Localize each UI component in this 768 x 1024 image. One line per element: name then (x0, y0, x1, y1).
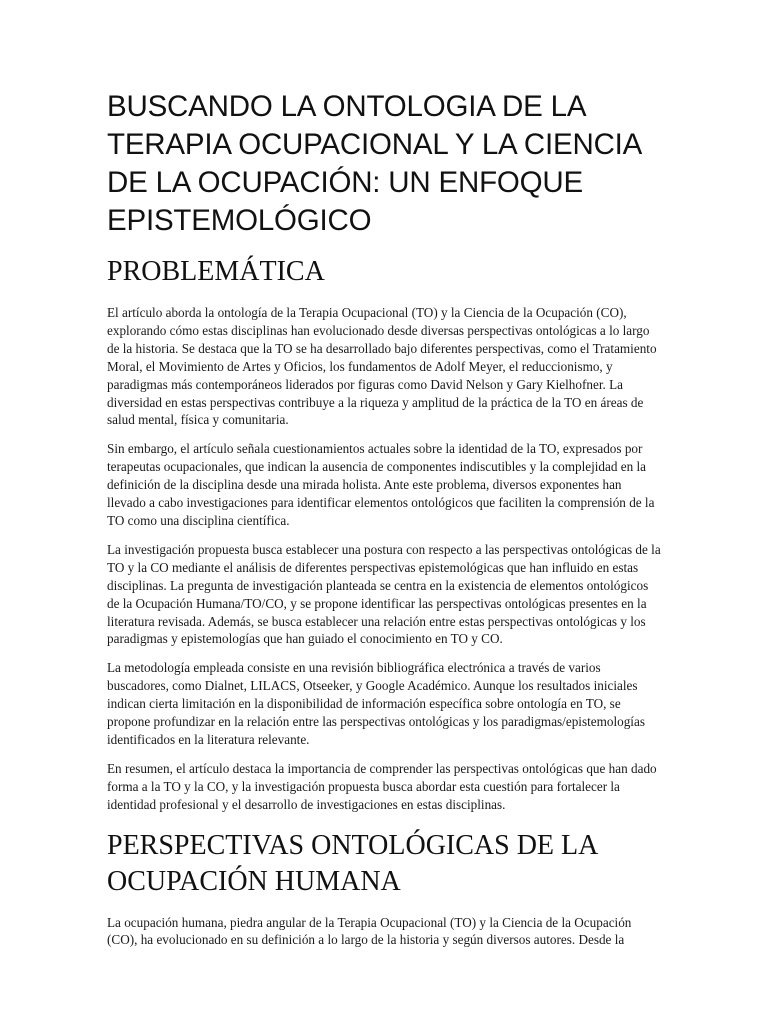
section-perspectivas-ontologicas (107, 828, 662, 950)
paragraph: Sin embargo, el artículo señala cuestionamientos actuales sobre la identidad de la TO, expresados por terapeutas ocupacionales, que indican la ausencia de componentes indiscutibles y la complejidad en la definición de la disciplina desde una mirada holista. Ante este problema, diversos exponentes han llevado a cabo investigaciones para identificar elementos ontológicos que faciliten la comprensión de la TO como una disciplina científica. (107, 441, 655, 528)
document-title: BUSCANDO LA ONTOLOGIA DE LA TERAPIA OCUPACIONAL Y LA CIENCIA DE LA OCUPACIÓN: UN ENFOQUE EPISTEMOLÓGICO (107, 90, 641, 237)
paragraph: El artículo aborda la ontología de la Terapia Ocupacional (TO) y la Ciencia de la Ocupación (CO), explorando cómo estas disciplinas han evolucionado desde diversas perspectivas ontológicas a lo largo de la historia. Se destaca que la TO se ha desarrollado bajo diferentes perspectivas, como el Tratamiento Moral, el Movimiento de Artes y Oficios, los fundamentos de Adolf Meyer, el reduccionismo, y paradigmas más contemporáneos liderados por figuras como David Nelson y Gary Kielhofner. La diversidad en estas perspectivas contribuye a la riqueza y amplitud de la práctica de la TO en áreas de salud mental, física y comunitaria. (107, 305, 657, 428)
paragraph: La ocupación humana, piedra angular de la Terapia Ocupacional (TO) y la Ciencia de la Ocupación (CO), ha evolucionado en su definición a lo largo de la historia y según diversos autores. Desde la (107, 914, 632, 948)
section-problematica (107, 254, 662, 814)
section-heading: PROBLEMÁTICA (107, 256, 325, 287)
paragraph: La investigación propuesta busca establecer una postura con respecto a las perspectivas ontológicas de la TO y la CO mediante el análisis de diferentes perspectivas epistemológicas que han influido en estas disciplinas. La pregunta de investigación planteada se centra en la existencia de elementos ontológicos de la Ocupación Humana/TO/CO, y se propone identificar las perspectivas ontológicas presentes en la literatura revisada. Además, se busca establecer una relación entre estas perspectivas ontológicas y los paradigmas y epistemologías que han guiado el conocimiento en TO y CO. (107, 541, 661, 647)
section-heading: PERSPECTIVAS ONTOLÓGICAS DE LA OCUPACIÓN HUMANA (107, 829, 597, 897)
paragraph: La metodología empleada consiste en una revisión bibliográfica electrónica a través de varios buscadores, como Dialnet, LILACS, Otseeker, y Google Académico. Aunque los resultados iniciales indican cierta limitación en la disponibilidad de información específica sobre ontología en TO, se propone profundizar en la relación entre las perspectivas ontológicas y los paradigmas/epistemologías identificados en la literatura relevante. (107, 660, 645, 747)
paragraph: En resumen, el artículo destaca la importancia de comprender las perspectivas ontológicas que han dado forma a la TO y la CO, y la investigación propuesta busca abordar esta cuestión para fortalecer la identidad profesional y el desarrollo de investigaciones en estas disciplinas. (107, 760, 657, 812)
